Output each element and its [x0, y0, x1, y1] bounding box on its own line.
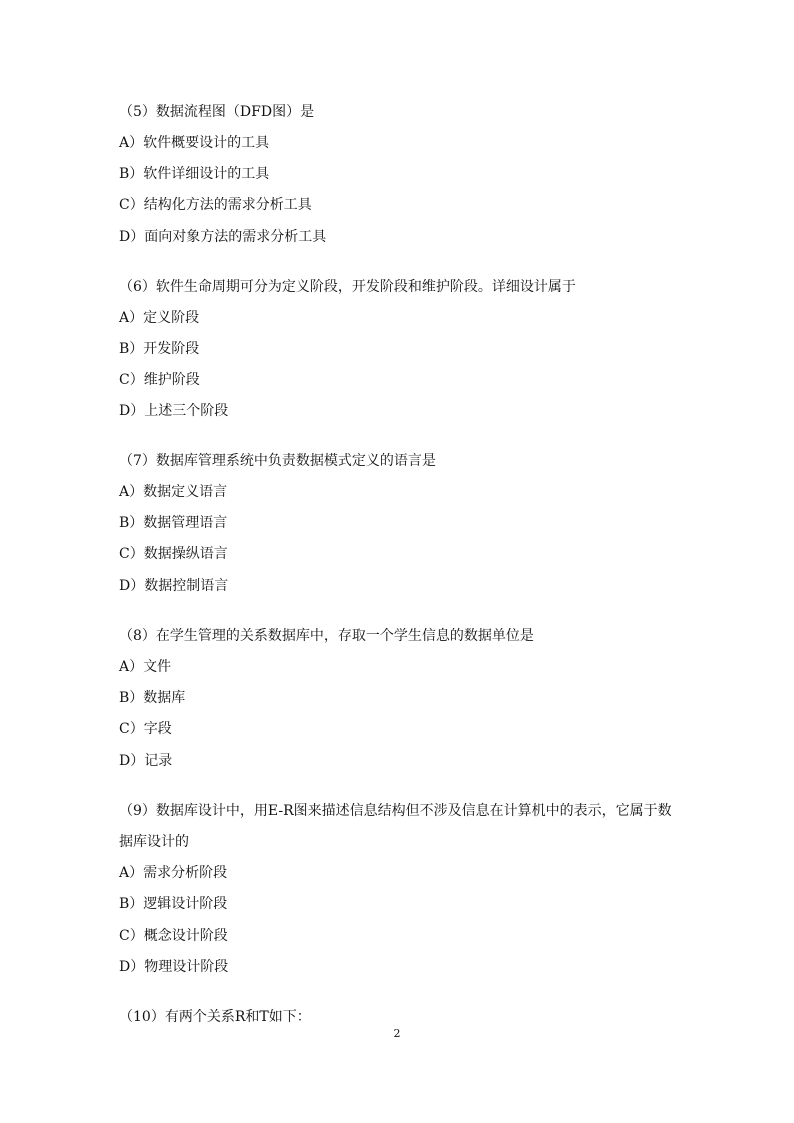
question-5-option-a: A）软件概要设计的工具 — [119, 135, 270, 151]
question-6-option-c: C）维护阶段 — [119, 372, 200, 388]
question-9-option-b: B）逻辑设计阶段 — [119, 896, 228, 912]
question-6-stem: （6）软件生命周期可分为定义阶段，开发阶段和维护阶段。详细设计属于 — [119, 279, 576, 295]
question-9-stem: （9）数据库设计中，用E-R图来描述信息结构但不涉及信息在计算机中的表示，它属于数 — [119, 803, 672, 819]
question-9-stem-continued: 据库设计的 — [119, 834, 189, 850]
question-7-option-d: D）数据控制语言 — [119, 578, 229, 594]
question-9-option-d: D）物理设计阶段 — [119, 959, 229, 975]
question-8-option-d: D）记录 — [119, 753, 173, 769]
question-10-stem: （10）有两个关系R和T如下： — [119, 1009, 311, 1025]
question-6-option-b: B）开发阶段 — [119, 341, 200, 357]
question-7-stem: （7）数据库管理系统中负责数据模式定义的语言是 — [119, 453, 436, 469]
question-5-option-c: C）结构化方法的需求分析工具 — [119, 197, 312, 213]
question-8-stem: （8）在学生管理的关系数据库中，存取一个学生信息的数据单位是 — [119, 628, 534, 644]
question-6-option-a: A）定义阶段 — [119, 310, 200, 326]
question-9-option-a: A）需求分析阶段 — [119, 865, 228, 881]
question-8-option-c: C）字段 — [119, 721, 172, 737]
question-5-option-b: B）软件详细设计的工具 — [119, 166, 270, 182]
question-7-option-b: B）数据管理语言 — [119, 515, 228, 531]
page-number: 2 — [393, 1027, 401, 1040]
question-6-option-d: D）上述三个阶段 — [119, 403, 229, 419]
question-8-option-b: B）数据库 — [119, 690, 186, 706]
question-7-option-c: C）数据操纵语言 — [119, 546, 228, 562]
question-8-option-a: A）文件 — [119, 659, 172, 675]
question-7-option-a: A）数据定义语言 — [119, 484, 228, 500]
question-5-option-d: D）面向对象方法的需求分析工具 — [119, 229, 327, 245]
question-5-stem: （5）数据流程图（DFD图）是 — [119, 104, 315, 120]
question-9-option-c: C）概念设计阶段 — [119, 928, 228, 944]
